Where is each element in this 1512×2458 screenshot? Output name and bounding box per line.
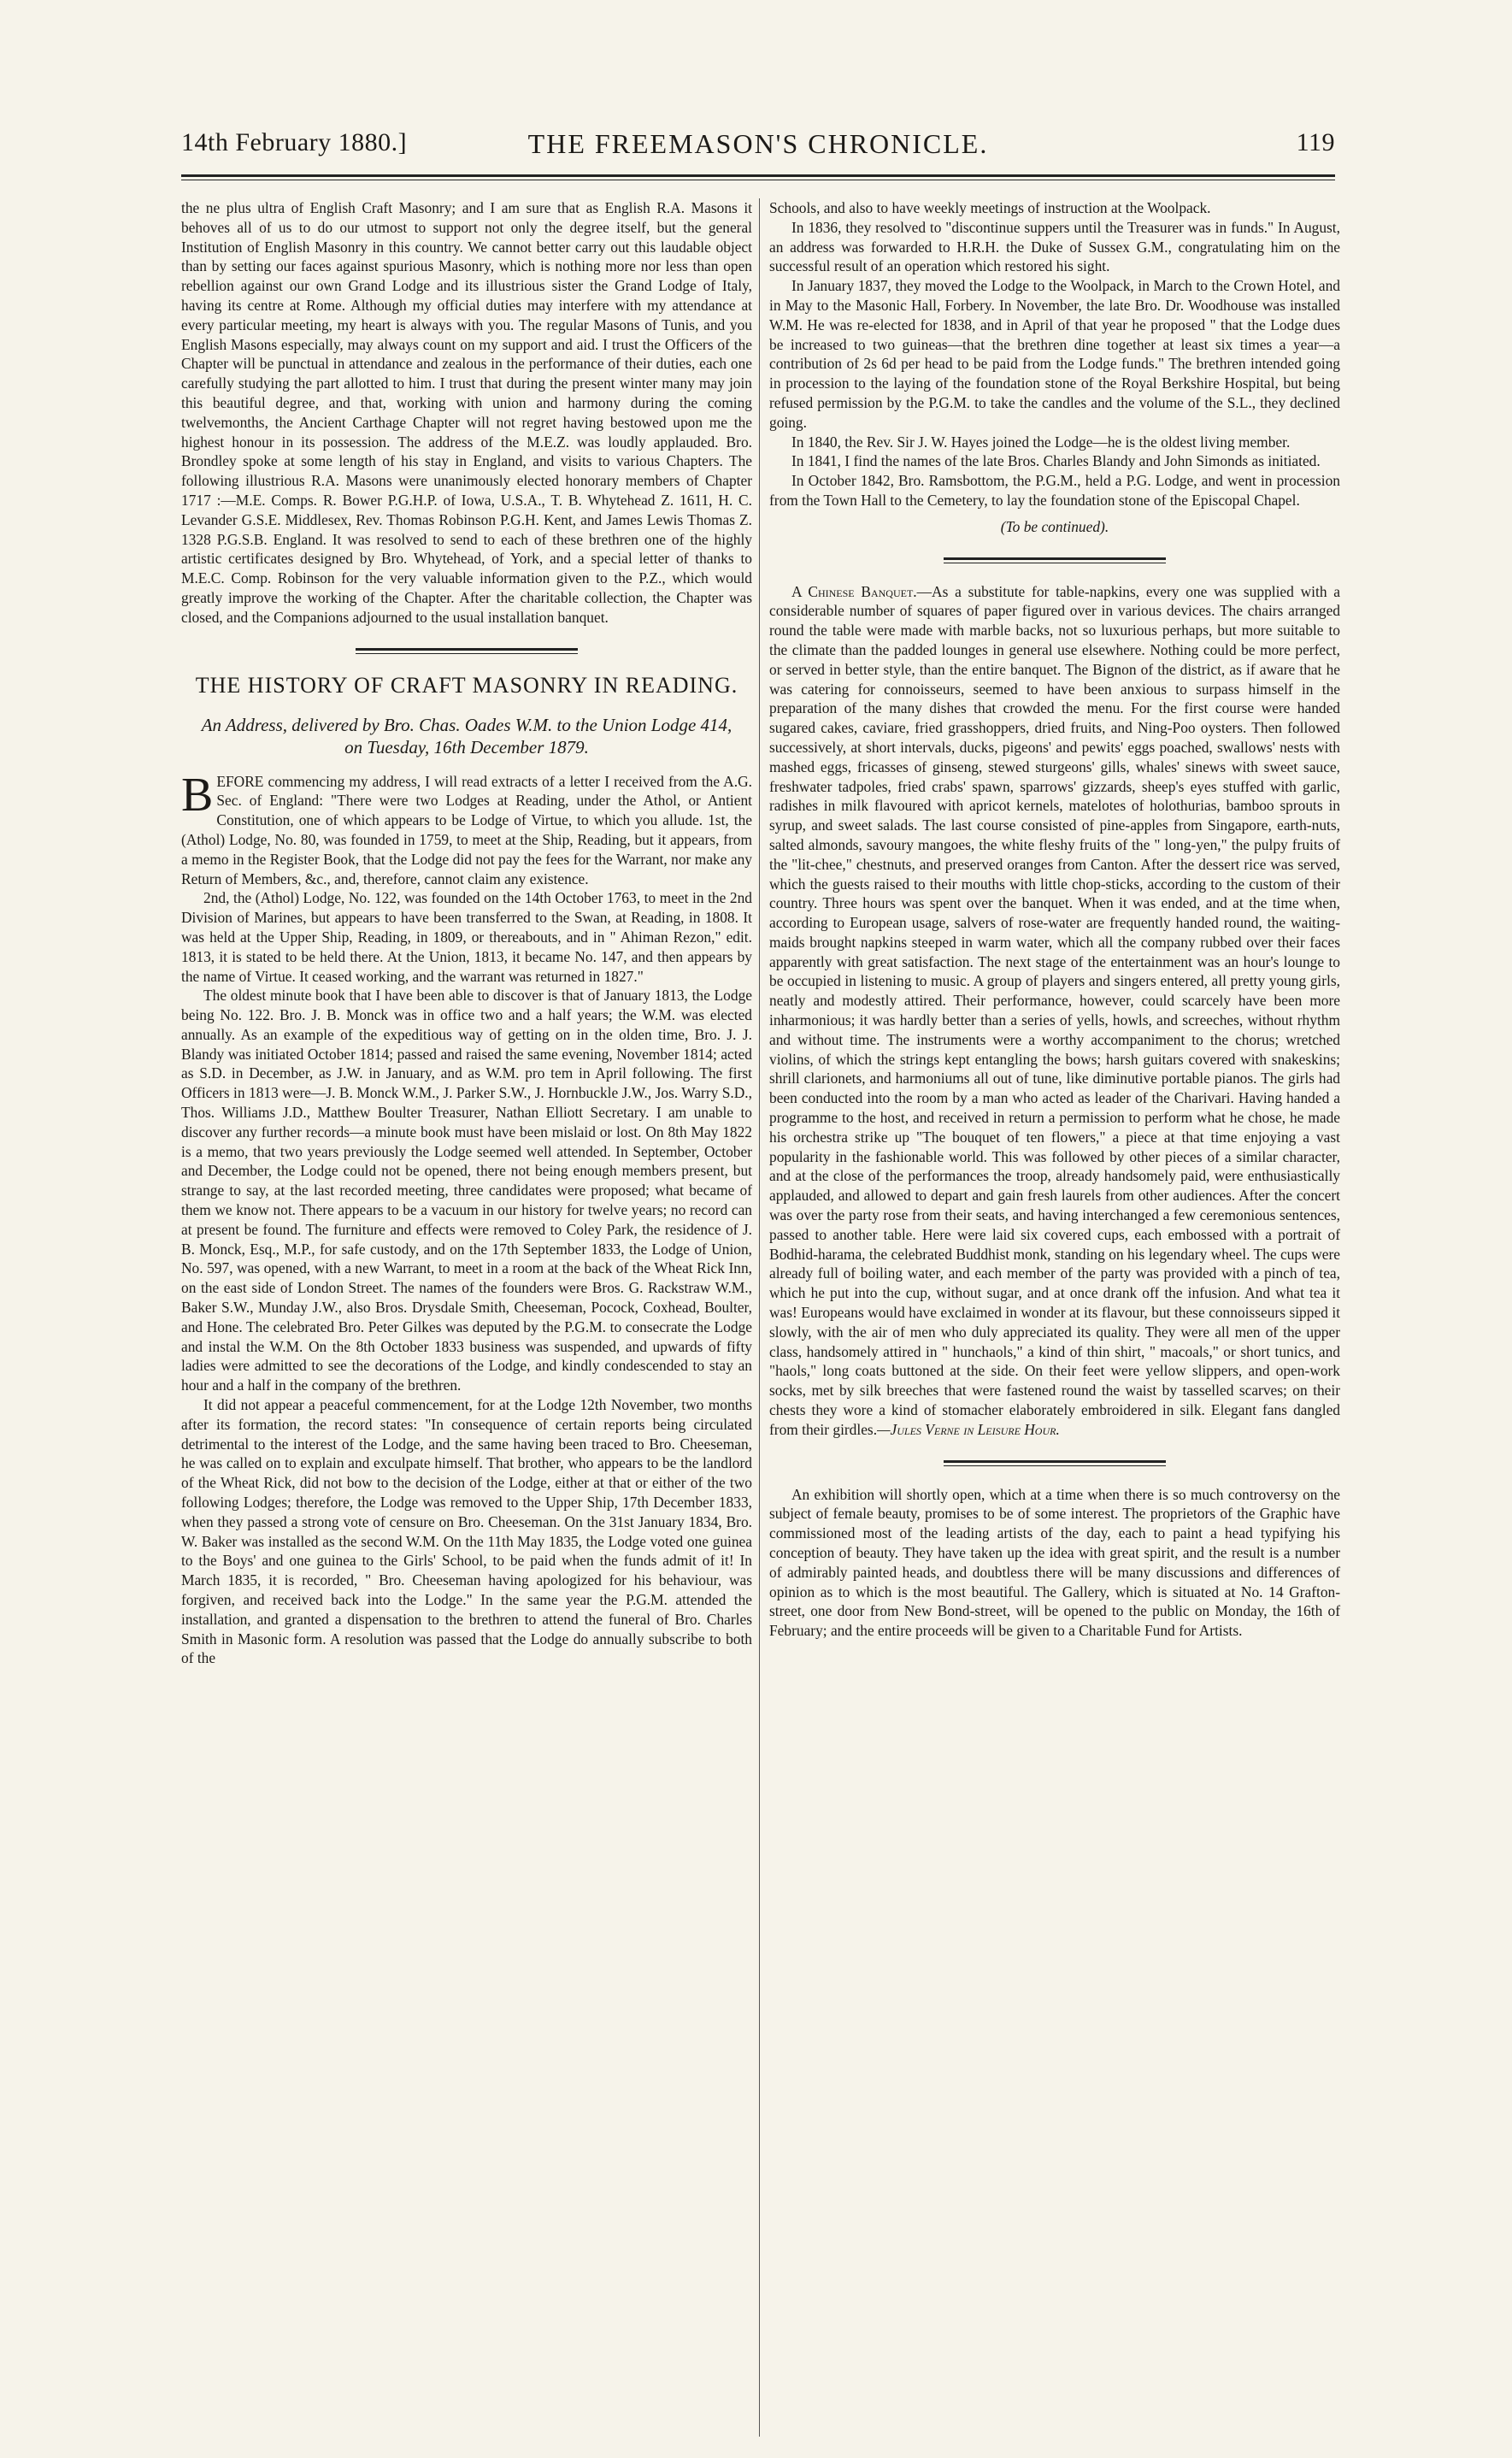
article-paragraph: In 1841, I find the names of the late Bros. Charles Blandy and John Simonds as initiated. [791, 452, 1321, 470]
page-header [181, 120, 1335, 168]
left-column [181, 198, 752, 1668]
right-column [769, 198, 1340, 1641]
banquet-article [769, 582, 1340, 1440]
banquet-credit: —Jules Verne in Leisure Hour. [877, 1420, 1060, 1438]
article-paragraph: BEFORE commencing my address, I will read extracts of a letter I received from the A.G. Sec. of England: "There were two Lodges at Reading, under the Athol, or Antient Constitution, one of which appears to be Lodge of Virtue, to which you allude. 1st, the (Athol) Lodge, No. 80, was founded in 1759, to meet at the Ship, Reading, but it appears, from a memo in the Register Book, that the Lodge did not pay the fees for the Warrant, nor make any Return of Members, &c., and, therefore, cannot claim any existence. [181, 768, 752, 887]
exhibition-article: An exhibition will shortly open, which at a time when there is so much controversy on the subject of female beauty, promises to be of some interest. The proprietors of the Graphic have commissioned most of the leading artists of the day, each to paint a head typifying his conception of beauty. They have taken up the idea with great spirit, and the result is a number of admirably painted heads, and doubtless there will be many discussions and differences of opinion as to which is the most beautiful. The Gallery, which is situated at No. 14 Grafton-street, one door from New Bond-street, will be opened to the public on Monday, the 16th of February; and the entire proceeds will be given to a Charitable Fund for Artists. [769, 1485, 1340, 1640]
article-paragraph: In 1836, they resolved to "discontinue suppers until the Treasurer was in funds." In August, an address was forwarded to H.R.H. the Duke of Sussex G.M., congratulating him on the successful result of an operation which restored his sight. [769, 218, 1340, 275]
drop-cap: B [181, 768, 214, 822]
article-paragraph: In October 1842, Bro. Ramsbottom, the P.G.M., held a P.G. Lodge, and went in procession from the Town Hall to the Cemetery, to lay the foundation stone of the Episcopal Chapel. [769, 472, 1340, 509]
header-title: THE FREEMASON'S CHRONICLE. [527, 128, 989, 159]
section-separator [356, 648, 578, 654]
banquet-heading: A Chinese Banquet. [791, 582, 917, 600]
header-rule-thick [181, 174, 1335, 177]
article-paragraph: Schools, and also to have weekly meetings of instruction at the Woolpack. [769, 199, 1211, 216]
to-be-continued: (To be continued). [1000, 517, 1109, 535]
article-paragraph: In January 1837, they moved the Lodge to the Woolpack, in March to the Crown Hotel, and in May to the Masonic Hall, Forbery. In November, the late Bro. Dr. Woodhouse was installed W.M. He was re-elected for 1838, and in April of that year he proposed " that the Lodge dues be increased to two guineas—that the brethren dine together at least six times a year—a contribution of 2s 6d per head to be paid from the Lodge funds." The brethren intended going in procession to the laying of the foundation stone of the Royal Berkshire Hospital, but being refused permission by the P.G.M. to take the candles and the volume of the S.L., they declined going. [769, 277, 1340, 431]
chapter-report-text: the ne plus ultra of English Craft Masonry; and I am sure that as English R.A. Masons it behoves all of us to do our utmost to support not only the degree itself, but the general Institution of English Masonry in this country. We cannot better carry out this laudable object than by setting our faces against spurious Masonry, which is nothing more nor less than open rebellion against our own Grand Lodge and its illustrious sister the Grand Lodge of Italy, having its centre at Rome. Although my official duties may interfere with my attendance at every particular meeting, my heart is always with you. The regular Masons of Tunis, and you English Masons especially, may always count on my support and aid. I trust the Officers of the Chapter will be punctual in attendance and zealous in the performance of their duties, each one carefully studying the part allotted to him. I trust that during the present winter many may join this beautiful degree, and that, working with union and harmony during the coming twelvemonths, the Ancient Carthage Chapter will not regret having bestowed upon me the highest honour in its possession. The address of the M.E.Z. was loudly applauded. Bro. Brondley spoke at some length of his stay in England, and visits to various Chapters. The following illustrious R.A. Masons were unanimously elected honorary members of Chapter 1717 :—M.E. Comps. R. Bower P.G.H.P. of Iowa, U.S.A., T. B. Whytehead Z. 1611, H. C. Levander G.S.E. Middlesex, Rev. Thomas Robinson P.G.H. Kent, and James Lewis Thomas Z. 1328 P.G.S.B. England. It was resolved to send to each of these brethren one of the highly artistic certificates designed by Bro. Whytehead, of York, and a special letter of thanks to M.E.C. Comp. Robinson for the very valuable information given to the P.Z., which would greatly improve the working of the Chapter. After the charitable collection, the Chapter was closed, and the Companions adjourned to the usual installation banquet. [181, 199, 752, 626]
page-number: 119 [1296, 128, 1335, 156]
article-paragraph: In 1840, the Rev. Sir J. W. Hayes joined the Lodge—he is the oldest living member. [791, 433, 1291, 451]
article-paragraph: 2nd, the (Athol) Lodge, No. 122, was founded on the 14th October 1763, to meet in the 2nd Division of Marines, but appears to have been transferred to the Swan, at Reading, in 1808. It was held at the Upper Ship, Reading, in 1809, or thereabouts, and in " Ahiman Rezon," edit. 1813, it is stated to be held there. At the Union, 1813, it became No. 147, and then appears by the name of Virtue. It ceased working, and the warrant was returned in 1827." [181, 889, 752, 985]
article-paragraph: It did not appear a peaceful commencement, for at the Lodge 12th November, two months after its formation, the record states: "In consequence of certain reports being circulated detrimental to the interest of the Lodge, and the same having been traced to Bro. Cheeseman, he was called on to explain and exculpate himself. That brother, who appears to be the landlord of the Wheat Rick, did not bow to the decision of the Lodge, either at that or either of the two following Lodges; therefore, the Lodge was removed to the Upper Ship, 17th December 1833, when they passed a strong vote of censure on Bro. Cheeseman. On the 31st January 1834, Bro. W. Baker was installed as the second W.M. On the 11th May 1835, the Lodge voted one guinea to the Boys' and one guinea to the Girls' School, to be paid when the funds admit of it! In March 1835, it is recorded, " Bro. Cheeseman having apologized for his behaviour, was forgiven, and received back into the Lodge." In the same year the P.G.M. attended the installation, and granted a dispensation to the brethren to attend the funeral of Bro. Charles Smith in Masonic form. A resolution was passed that the Lodge do annually subscribe to both of the [181, 1396, 752, 1667]
header-date: 14th February 1880.] [181, 128, 408, 156]
article-subtitle: An Address, delivered by Bro. Chas. Oades W.M. to the Union Lodge 414, on Tuesday, 16th December 1879. [201, 714, 732, 757]
banquet-text: —As a substitute for table-napkins, every one was supplied with a considerable number of squares of paper figured over in various devices. The chairs arranged round the table were made with marble backs, not so luxurious perhaps, but more suitable to the climate than the padded lounges in general use elsewhere. Nothing could be more perfect, or served in better style, than the entire banquet. The Bignon of the district, as if aware that he was catering for connoisseurs, seemed to have been anxious to surpass himself in the preparation of the many dishes that crowded the menu. For the first course were handed sugared cakes, caviare, fried grasshoppers, dried fruits, and Ning-Poo oysters. Then followed successively, at short intervals, ducks, pigeons' and pewits' eggs poached, swallows' nests with mashed eggs, fricasses of ginseng, stewed sturgeons' gills, whales' sinews with sweet sauce, freshwater tadpoles, fried crabs' spawn, sparrows' gizzards, sheep's eyes stuffed with garlic, radishes in milk flavoured with apricot kernels, matelotes of holothurias, bamboo sprouts in syrup, and sweet salads. The last course consisted of pine-apples from Singapore, earth-nuts, salted almonds, savoury mangoes, the white fleshy fruits of the " long-yen," the pulpy fruits of the "lit-chee," chestnuts, and preserved oranges from Canton. After the dessert rice was served, which the guests raised to their mouths with little chop-sticks, according to the custom of their country. Three hours was spent over the banquet. When it was ended, and at the time when, according to European usage, salvers of rose-water are frequently handed round, the waiting-maids brought napkins steeped in warm water, which all the company rubbed over their faces apparently with great satisfaction. The next stage of the entertainment was an hour's lounge to be occupied in listening to music. A group of players and singers entered, all pretty young girls, neatly and modestly attired. Their performance, however, could scarcely have been more inharmonious; it was hardly better than a series of yells, howls, and screeches, without rhythm and without time. The instruments were a worthy accompaniment to the chorus; wretched violins, of which the strings kept entangling the bows; harsh guitars covered with snakeskins; shrill clarionets, and harmoniums all out of tune, like diminutive portable pianos. The girls had been conducted into the room by a man who acted as leader of the Charivari. Having handed a programme to the host, and received in return a permission to perform what he chose, he made his orchestra strike up "The bouquet of ten flowers," a piece at that time enjoying a vast popularity in the fashionable world. This was followed by other pieces of a similar character, and at the close of the performances the troop, already handsomely paid, were enthusiastically applauded, and allowed to depart and gain fresh laurels from other audiences. After the concert was over the party rose from their seats, and having interchanged a few ceremonious sentences, passed to another table. Here were laid six covered cups, each embossed with a portrait of Bodhid-harama, the celebrated Buddhist monk, standing on his legendary wheel. The cups were already full of boiling water, and each member of the party was provided with a pinch of tea, which he put into the cup, without sugar, and at once drank off the infusion. And what tea it was! Europeans would have exclaimed in wonder at its flavour, but these connoisseurs sipped it slowly, with the air of men who duly appreciated its quality. They were all men of the upper class, handsomely attired in " hunchaols," a kind of thin shirt, " macoals," or short tunics, and "haols," long coats buttoned at the side. On their feet were yellow slippers, and open-work socks, met by silk breeches that were fastened round the waist by tasselled scarves; on their chests they wore a kind of stomacher elaborately embroidered in silk. Elegant fans dangled from their girdles. [769, 582, 1341, 1438]
section-separator [944, 1460, 1166, 1466]
article-paragraph: The oldest minute book that I have been able to discover is that of January 1813, the Lodge being No. 122. Bro. J. B. Monck was in office two and a half years; the W.M. was elected annually. As an example of the expeditious way of getting on in the olden time, Bro. J. J. Blandy was initiated October 1814; passed and raised the same evening, November 1814; acted as S.D. in December, as J.W. in January, and as W.M. pro tem in April following. The first Officers in 1813 were—J. B. Monck W.M., J. Parker S.W., J. Hornbuckle J.W., Jos. Warry S.D., Thos. Williams J.D., Matthew Boulter Treasurer, Nathan Elliott Secretary. I am unable to discover any further records—a minute book must have been mislaid or lost. On 8th May 1822 is a memo, that two years previously the Lodge seemed well attended. In September, October and December, the Lodge could not be opened, there not being enough members present, but strange to say, at the last recorded meeting, three candidates were proposed; what became of them we know not. There appears to be a vacuum in our history for twelve years; no record can at present be found. The furniture and effects were removed to Coley Park, the residence of J. B. Monck, Esq., M.P., for safe custody, and on the 17th September 1833, the Lodge of Union, No. 597, was opened, with a new Warrant, to meet in a room at the back of the Wheat Rick Inn, on the east side of London Street. The names of the founders were Bros. G. Rackstraw W.M., Baker S.W., Munday J.W., also Bros. Drysdale Smith, Cheeseman, Pocock, Coxhead, Boulter, and Hone. The celebrated Bro. Peter Gilkes was deputed by the P.G.M. to consecrate the Lodge and instal the W.M. On the 8th October 1833 business was suspended, and upwards of fifty ladies were admitted to see the decorations of the Lodge, and kindly condescended to stay an hour and a half in the company of the brethren. [181, 987, 752, 1394]
section-separator [944, 557, 1166, 563]
column-divider [759, 198, 760, 2437]
article-title: THE HISTORY OF CRAFT MASONRY IN READING. [195, 672, 738, 698]
